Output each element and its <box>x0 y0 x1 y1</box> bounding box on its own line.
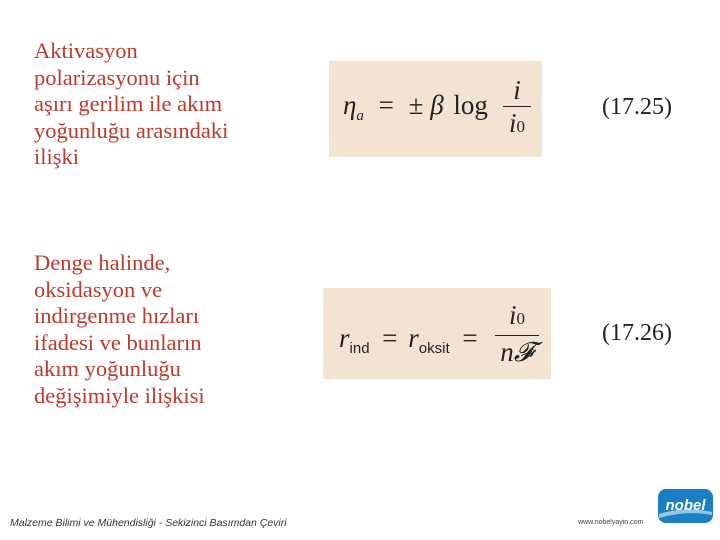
log-operator: log <box>453 90 488 120</box>
equation-lhs <box>343 90 488 124</box>
equals-sign: = <box>382 323 398 353</box>
fraction-numerator: i <box>513 75 521 105</box>
beta-symbol: β <box>430 90 444 120</box>
fraction-bar <box>495 335 539 336</box>
logo-text: nobel <box>665 497 706 514</box>
denominator-subscript: 0 <box>516 117 525 136</box>
equation-number-17-25: (17.25) <box>602 94 672 120</box>
caption-line: değişimiyle ilişkisi <box>34 382 205 408</box>
footer-book-title: Malzeme Bilimi ve Mühendisliği - Sekizinci Basımdan Çeviri <box>10 517 287 529</box>
caption-line: yoğunluğu arasındaki <box>34 117 229 143</box>
caption-line: Denge halinde, <box>34 250 171 275</box>
denominator-base: i <box>508 108 517 138</box>
eta-symbol: η <box>343 90 357 120</box>
r-oksit-base: r <box>408 323 419 353</box>
caption-line: Aktivasyon <box>34 38 138 63</box>
nobel-logo <box>657 488 714 524</box>
caption-line: aşırı gerilim ile akım <box>34 91 223 117</box>
equation-number-17-26: (17.26) <box>602 320 672 346</box>
fraction-numerator <box>495 300 539 334</box>
fraction-i-over-i0 <box>503 75 531 142</box>
fraction-bar <box>503 106 531 107</box>
plus-minus-sign: ± <box>408 90 424 120</box>
fraction-denominator <box>503 108 531 142</box>
caption-equilibrium-rates <box>34 250 205 409</box>
r-ind-subscript: ind <box>349 340 370 357</box>
equals-sign: = <box>378 90 394 120</box>
numerator-subscript: 0 <box>516 309 525 328</box>
fraction-denominator: n𝓕 <box>500 337 534 367</box>
equation-box-17-25 <box>329 61 542 157</box>
caption-line: indirgenme hızları <box>34 303 200 329</box>
eta-subscript: a <box>356 108 364 124</box>
caption-line: oksidasyon ve <box>34 276 163 302</box>
equals-sign: = <box>462 323 478 353</box>
r-oksit-subscript: oksit <box>418 340 450 357</box>
caption-line: akım yoğunluğu <box>34 356 181 382</box>
equation-box-17-26 <box>323 288 551 379</box>
caption-line: ifadesi ve bunların <box>34 329 202 355</box>
caption-line: polarizasyonu için <box>34 64 200 90</box>
footer-url[interactable]: www.nobelyayin.com <box>578 519 644 526</box>
fraction-i0-over-nF <box>495 300 539 367</box>
caption-line: ilişki <box>34 144 80 170</box>
numerator-base: i <box>508 300 517 330</box>
r-ind-base: r <box>339 323 350 353</box>
equation-lhs <box>339 323 478 357</box>
caption-activation-polarization <box>34 38 228 171</box>
